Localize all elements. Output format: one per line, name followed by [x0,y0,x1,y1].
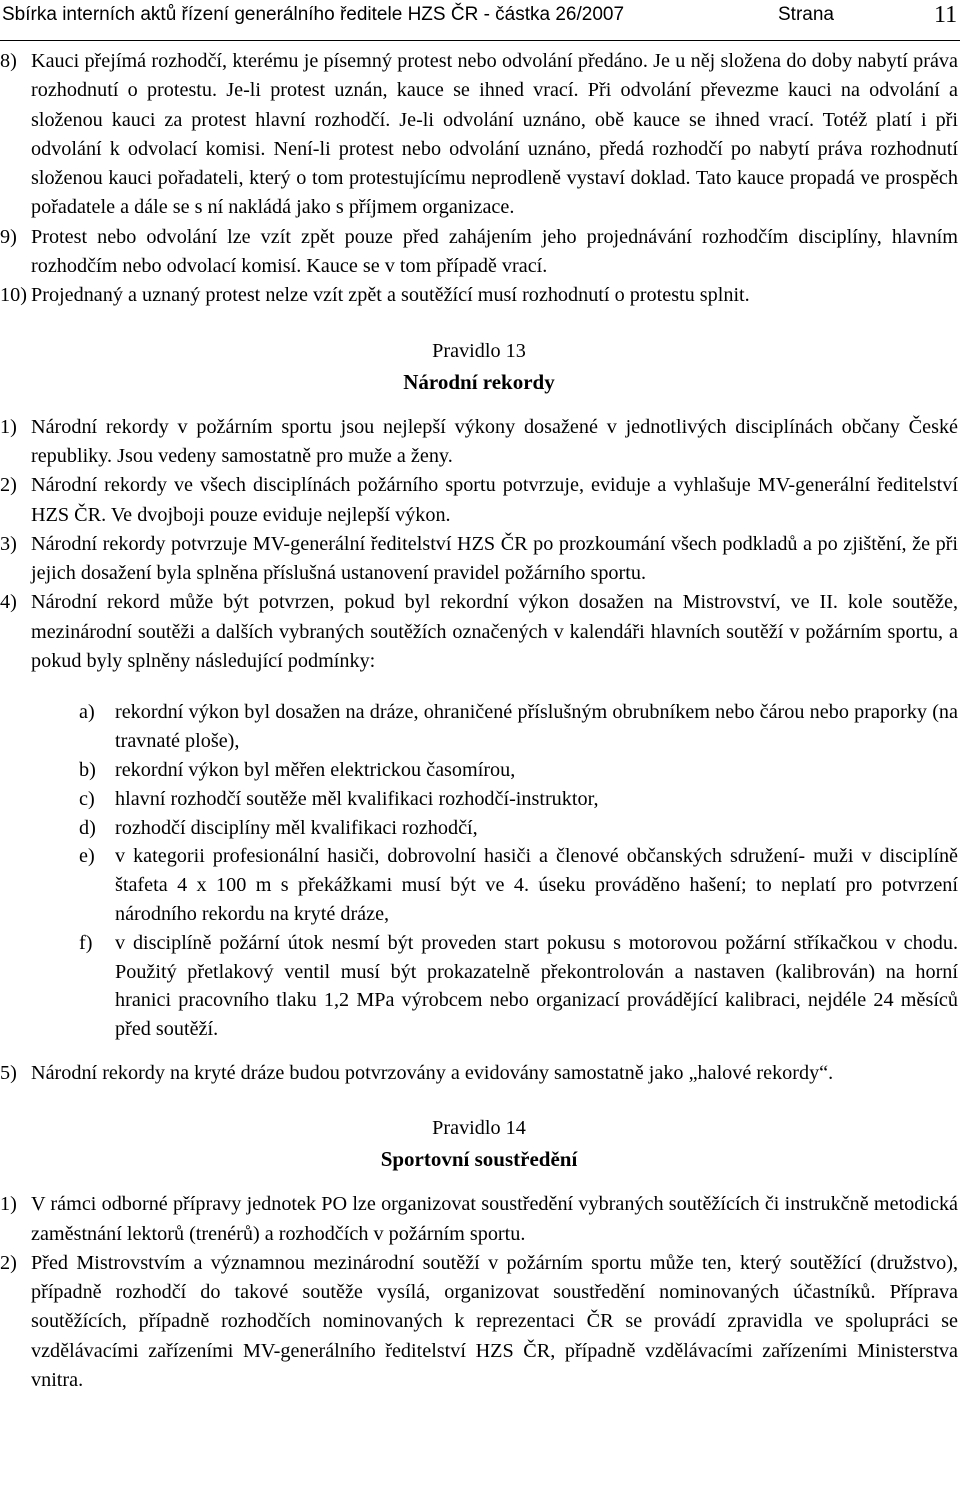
rule-14-label: Pravidlo 14 [432,1117,526,1140]
item-number: 4) [0,591,17,614]
subitem-text: rekordní výkon byl měřen elektrickou časomírou, [115,758,516,781]
item-number: 8) [0,50,17,72]
item-number: 2) [0,474,17,497]
item-number: 1) [0,415,17,438]
rule-13-item-1 [0,413,958,472]
rule-13-item-4 [0,588,958,676]
rule-13-label: Pravidlo 13 [432,339,526,362]
item-text: Národní rekordy ve všech disciplínách požárního sportu potvrzuje, eviduje a vyhlašuje MV-generální ředitelství HZS ČR. Ve dvojboji pouze eviduje nejlepší výkon. [31,474,958,526]
rule-13-subitem-c [0,785,958,814]
item-number: 9) [0,225,17,248]
rule-14-item-2 [0,1249,958,1395]
item-number: 10) [0,284,27,307]
rule-13-subitem-d [0,814,958,843]
rule-13-item-5 [0,1059,958,1088]
rule-13-item-2 [0,471,958,530]
item-number: 1) [0,1193,17,1216]
rule-13-title: Národní rekordy [403,369,555,394]
list-item-10 [0,281,958,310]
item-text: Národní rekordy v požárním sportu jsou nejlepší výkony dosažené v jednotlivých disciplínách občany České republiky. Jsou vedeny samostatně pro muže a ženy. [31,415,958,467]
rule-13-subitem-b [0,756,958,785]
item-text: Národní rekordy potvrzuje MV-generální ředitelství HZS ČR po prozkoumání všech podkladů a po zjištění, že při jejich dosažení byla splněna příslušná ustanovení pravidel požárního sportu. [31,532,958,585]
rule-13-subitem-f [0,929,958,1044]
header-title: Sbírka interních aktů řízení generálního ředitele HZS ČR - částka 26/2007 [2,4,625,25]
page-number: 11 [934,2,958,28]
rule-14-item-1 [0,1190,958,1249]
list-item-9 [0,223,958,282]
item-text: Národní rekord může být potvrzen, pokud byl rekordní výkon dosažen na Mistrovství, ve II. kole soutěže, mezinárodní soutěži a dalších vybraných soutěžích označených v kalendáři hlavních soutěží v požárním sportu, a pokud byly splněny následující podmínky: [31,591,958,673]
list-item-8 [0,47,958,223]
item-number: 3) [0,532,17,555]
page-header [0,0,960,46]
rule-13-subitem-a [0,698,958,756]
item-text: V rámci odborné přípravy jednotek PO lze organizovat soustředění vybraných soutěžících či instrukčně metodická zaměstnání lektorů (trenérů) a rozhodčích v požárním sportu. [31,1193,958,1245]
item-text: Národní rekordy na kryté dráze budou potvrzovány a evidovány samostatně jako „halové rekordy“. [31,1061,834,1084]
item-number: 5) [0,1061,17,1084]
item-text: Protest nebo odvolání lze vzít zpět pouze před zahájením jeho projednávání rozhodčím disciplíny, hlavním rozhodčím nebo odvolací komisí. Kauce se v tom případě vrací. [31,225,958,278]
item-text: Projednaný a uznaný protest nelze vzít zpět a soutěžící musí rozhodnutí o protestu splnit. [31,284,750,307]
subitem-text: hlavní rozhodčí soutěže měl kvalifikaci rozhodčí-instruktor, [115,787,599,810]
item-text: Před Mistrovstvím a významnou mezinárodní soutěží v požárním sportu může ten, který soutěžící (družstvo), případně rozhodčí do takové soutěže vysílá, organizovat soustředění nominovaných účastníků. Příprava soutěžících, případně rozhodčích nominovaných k reprezentaci ČR se provádí zpravidla ve spolupráci se vzdělávacími zařízeními MV-generálního ředitelství HZS ČR, případně vzdělávacími zařízeními Ministerstva vnitra. [31,1251,958,1391]
subitem-letter: f) [79,931,93,954]
subitem-text: v disciplíně požární útok nesmí být proveden start pokusu s motorovou požární stříkačkou v chodu. Použitý přetlakový ventil musí být prokazatelně překontrolován a nastaven (kalibrován) na horní hranici pracovního tlaku 1,2 MPa výrobcem nebo organizací provádějící kalibraci, nejdéle 24 měsíců před soutěží. [115,931,958,1041]
subitem-letter: e) [79,845,95,868]
header-strana-label: Strana [778,4,834,25]
rule-13-subitem-e [0,842,958,928]
subitem-text: rekordní výkon byl dosažen na dráze, ohraničené příslušným obrubníkem nebo čárou nebo praporky (na travnaté ploše), [115,701,958,753]
header-rule [0,40,960,41]
rule-14-title: Sportovní soustředění [380,1147,578,1172]
subitem-text: rozhodčí disciplíny měl kvalifikaci rozhodčí, [115,816,478,839]
item-text: Kauci přejímá rozhodčí, kterému je písemný protest nebo odvolání předáno. Je u něj složena do doby nabytí práva rozhodnutí o protestu. Je-li protest uznán, kauce se ihned vrací. Při odvolání převezme kauci na odvolání a složenou kauci za protest hlavní rozhodčí. Je-li odvolání uznáno, obě kauce se ihned vrací. Totéž platí i při odvolání k odvolací komisi. Není-li protest nebo odvolání uznáno, předá rozhodčí po nabytí práva rozhodnutí složenou kauci pořadateli, který o tom protestujícímu neprodleně vystaví doklad. Tato kauce propadá ve prospěch pořadatele a dále se s ní nakládá jako s příjmem organizace. [31,50,958,219]
subitem-letter: d) [79,816,96,839]
rule-13-item-3 [0,530,958,589]
subitem-letter: a) [79,701,95,724]
subitem-letter: c) [79,787,95,810]
item-number: 2) [0,1251,17,1274]
subitem-letter: b) [79,758,96,781]
document-body [0,47,958,1395]
subitem-text: v kategorii profesionální hasiči, dobrovolní hasiči a členové občanských sdružení- muži v disciplíně štafeta 4 x 100 m s překážkami musí být ve 4. úseku prováděno hašení; to neplatí pro potvrzení národního rekordu na kryté dráze, [115,845,958,925]
